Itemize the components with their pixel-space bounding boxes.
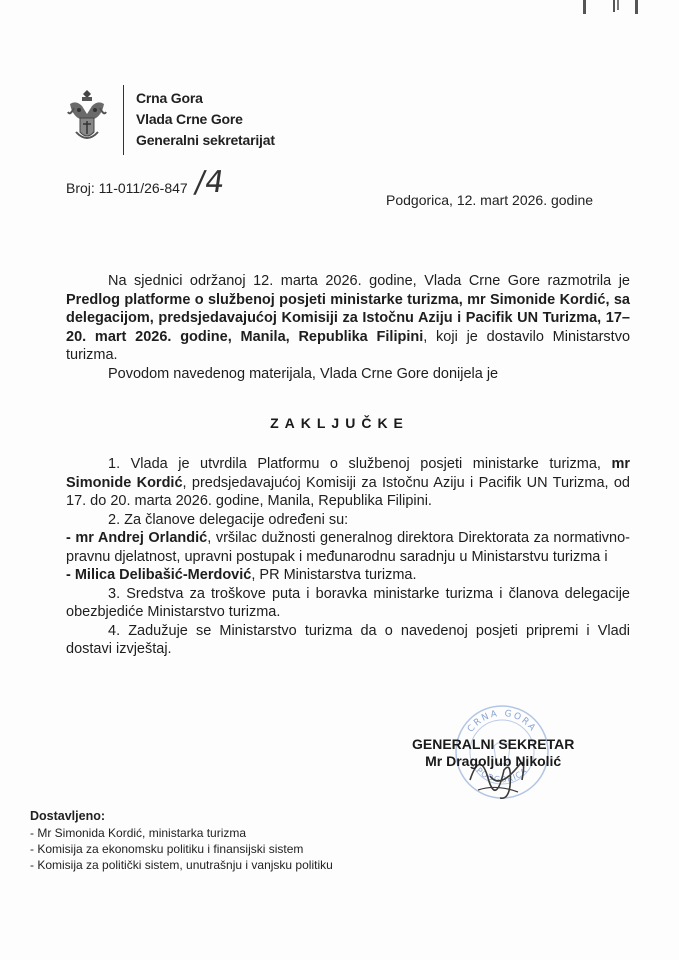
conclusions-list <box>66 455 630 659</box>
material-title: Predlog platforme o službenoj posjeti ministarke turizma, mr Simonide Kordić, sa delegacijom, predsjedavajućoj Komisiji za Istočnu Aziju i Pacifik UN Turizma, 17–20. mart 2026. godine, Manila, Republika Filipini <box>66 291 630 345</box>
conclusion-item-2: 2. Za članove delegacije određeni su: <box>108 511 349 528</box>
conclusion-item-3: 3. Sredstva za troškove puta i boravka ministarke turizma i članova delegacije obezbjediće Ministarstvo turizma. <box>66 585 630 620</box>
distribution-item: - Komisija za ekonomsku politiku i finansijski sistem <box>30 842 304 856</box>
distribution-title: Dostavljeno: <box>30 809 106 823</box>
signatory-title: GENERALNI SEKRETAR <box>412 736 575 752</box>
handwritten-number: /4 <box>192 165 227 200</box>
letterhead <box>136 88 275 151</box>
stamp-text-bottom: PODGORICA <box>474 765 530 785</box>
distribution-list <box>30 808 333 873</box>
letterhead-country: Crna Gora <box>136 90 203 106</box>
conclusions-heading: ZAKLJUČKE <box>270 415 409 431</box>
intro-paragraph: Na sjednici održanoj 12. marta 2026. godine, Vlada Crne Gore razmotrila je Predlog platforme o službenoj posjeti ministarke turizma, mr Simonide Kordić, sa delegacijom, predsjedavajućoj Komisiji za Istočnu Aziju i Pacifik UN Turizma, 17–20. mart 2026. godine, Manila, Republika Filipini, koji je dostavilo Ministarstvo turizma. <box>66 273 631 363</box>
delegation-member-2: - Milica Delibašić-Merdović, PR Ministarstva turizma. <box>66 567 417 583</box>
conclusion-item-1: 1. Vlada je utvrdila Platformu o službenoj posjeti ministarke turizma, mr Simonide Kordić, predsjedavajućoj Komisiji za Istočnu Aziju i Pacifik UN Turizma, od 17. do 20. marta 2026. godine, Manila, Republika Filipini. <box>66 456 630 509</box>
conclusion-item-4: 4. Zadužuje se Ministarstvo turizma da o navedenoj posjeti pripremi i Vladi dostavi izvještaj. <box>66 622 630 657</box>
distribution-item: - Komisija za politički sistem, unutrašnju i vanjsku politiku <box>30 858 333 872</box>
letterhead-secretariat: Generalni sekretarijat <box>136 132 275 148</box>
stamp-text-top: CRNA GORA <box>465 708 539 735</box>
header-divider <box>123 85 124 155</box>
distribution-item: - Mr Simonida Kordić, ministarka turizma <box>30 826 247 840</box>
intro-section <box>66 272 630 383</box>
delegation-member-1: - mr Andrej Orlandić, vršilac dužnosti generalnog direktora Direktorata za normativno-pravnu djelatnost, upravni postupak i međunarodnu saradnju u Ministarstvu turizma i <box>66 530 630 565</box>
scan-marks <box>583 0 643 16</box>
letterhead-government: Vlada Crne Gore <box>136 111 243 127</box>
signature-block <box>412 736 574 770</box>
reference-number: Broj: 11-011/26-847 <box>66 180 188 196</box>
coat-of-arms-icon <box>66 88 108 146</box>
place-date: Podgorica, 12. mart 2026. godine <box>386 192 594 208</box>
signatory-name: Mr Dragoljub Nikolić <box>425 753 562 769</box>
intro-paragraph-2: Povodom navedenog materijala, Vlada Crne Gore donijela je <box>108 365 499 382</box>
